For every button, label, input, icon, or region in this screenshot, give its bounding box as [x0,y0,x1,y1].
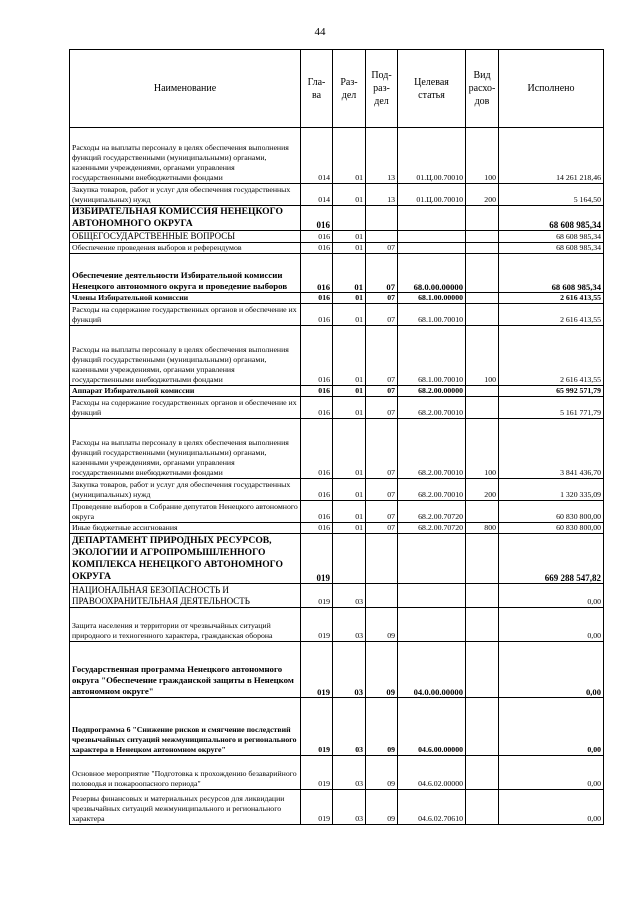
cell-chapter: 014 [301,128,333,184]
cell-name: Члены Избирательной комиссии [70,293,301,304]
cell-executed: 2 616 413,55 [499,326,604,386]
cell-target-article: 68.1.00.70010 [398,304,466,326]
cell-expense-type [466,698,499,756]
cell-target-article [398,534,466,584]
cell-section: 01 [333,128,366,184]
cell-executed: 1 320 335,09 [499,479,604,501]
cell-chapter: 019 [301,756,333,790]
cell-executed: 14 261 218,46 [499,128,604,184]
cell-target-article: 04.0.00.00000 [398,642,466,698]
cell-expense-type [466,243,499,254]
cell-name: Резервы финансовых и материальных ресурсов для ликвидации чрезвычайных ситуаций межмуниципального и регионального характера [70,790,301,825]
cell-section: 01 [333,397,366,419]
cell-expense-type [466,304,499,326]
cell-name: Закупка товаров, работ и услуг для обеспечения государственных (муниципальных) нужд [70,184,301,206]
cell-target-article: 04.6.02.70610 [398,790,466,825]
cell-chapter: 016 [301,206,333,231]
cell-executed: 0,00 [499,698,604,756]
cell-subsection: 07 [366,254,398,293]
cell-subsection: 07 [366,326,398,386]
cell-target-article: 68.0.00.00000 [398,254,466,293]
cell-chapter: 016 [301,231,333,243]
table-row [70,326,604,386]
cell-target-article [398,608,466,642]
cell-subsection: 07 [366,479,398,501]
cell-name: Расходы на выплаты персоналу в целях обеспечения выполнения функций государственными (муниципальными) органами, казенными учреждениями, органами управления государственными внебюджетными фондами [70,419,301,479]
cell-target-article [398,243,466,254]
budget-execution-table [69,49,604,825]
cell-section: 01 [333,304,366,326]
cell-target-article: 68.1.00.70010 [398,326,466,386]
cell-expense-type [466,231,499,243]
cell-chapter: 016 [301,386,333,397]
cell-chapter: 016 [301,397,333,419]
cell-name: Расходы на содержание государственных органов и обеспечение их функций [70,397,301,419]
cell-subsection: 09 [366,608,398,642]
cell-target-article [398,231,466,243]
cell-subsection: 09 [366,642,398,698]
header-chapter: Гла- ва [301,50,333,128]
cell-name: Расходы на содержание государственных органов и обеспечение их функций [70,304,301,326]
cell-target-article: 68.1.00.00000 [398,293,466,304]
table-row [70,608,604,642]
table-row [70,254,604,293]
table-row [70,523,604,534]
cell-executed: 68 608 985,34 [499,206,604,231]
cell-subsection: 07 [366,397,398,419]
cell-target-article [398,206,466,231]
cell-chapter: 016 [301,479,333,501]
cell-executed: 669 288 547,82 [499,534,604,584]
cell-target-article: 68.2.00.70720 [398,523,466,534]
table-row [70,231,604,243]
cell-section: 01 [333,479,366,501]
cell-chapter: 019 [301,642,333,698]
table-row [70,293,604,304]
cell-executed: 0,00 [499,584,604,608]
cell-subsection: 13 [366,128,398,184]
cell-chapter: 016 [301,523,333,534]
table-row [70,501,604,523]
cell-section: 01 [333,243,366,254]
cell-expense-type: 800 [466,523,499,534]
table-row [70,419,604,479]
cell-section [333,534,366,584]
header-subsection: Под- раз- дел [366,50,398,128]
cell-expense-type [466,756,499,790]
cell-chapter: 016 [301,293,333,304]
cell-name: Обеспечение проведения выборов и референдумов [70,243,301,254]
cell-chapter: 016 [301,419,333,479]
table-row [70,756,604,790]
cell-chapter: 019 [301,584,333,608]
cell-subsection: 07 [366,243,398,254]
cell-name: Защита населения и территории от чрезвычайных ситуаций природного и техногенного характера, гражданская оборона [70,608,301,642]
cell-expense-type [466,790,499,825]
cell-subsection: 07 [366,523,398,534]
cell-expense-type [466,293,499,304]
table-row [70,642,604,698]
table-row [70,584,604,608]
cell-expense-type [466,608,499,642]
table-row [70,243,604,254]
table-row [70,128,604,184]
cell-subsection [366,534,398,584]
cell-name: Государственная программа Ненецкого автономного округа "Обеспечение гражданской защиты в Ненецком автономном округе" [70,642,301,698]
cell-chapter: 016 [301,501,333,523]
cell-name: Проведение выборов в Собрание депутатов Ненецкого автономного округа [70,501,301,523]
cell-chapter: 019 [301,608,333,642]
cell-executed: 60 830 800,00 [499,523,604,534]
cell-section: 03 [333,756,366,790]
header-name: Наименование [70,50,301,128]
cell-section [333,206,366,231]
cell-subsection [366,584,398,608]
cell-name: НАЦИОНАЛЬНАЯ БЕЗОПАСНОСТЬ И ПРАВООХРАНИТЕЛЬНАЯ ДЕЯТЕЛЬНОСТЬ [70,584,301,608]
cell-name: Подпрограмма 6 "Снижение рисков и смягчение последствий чрезвычайных ситуаций межмуниципального и регионального характера в Ненецком автономном округе" [70,698,301,756]
cell-chapter: 014 [301,184,333,206]
table-row [70,206,604,231]
table-header-row [70,50,604,128]
cell-section: 01 [333,419,366,479]
cell-expense-type: 100 [466,326,499,386]
table-row [70,304,604,326]
cell-target-article: 68.2.00.70010 [398,479,466,501]
header-executed: Исполнено [499,50,604,128]
cell-subsection: 09 [366,790,398,825]
cell-executed: 0,00 [499,642,604,698]
table-body [70,128,604,825]
cell-target-article: 04.6.02.00000 [398,756,466,790]
cell-chapter: 019 [301,534,333,584]
cell-subsection: 07 [366,304,398,326]
cell-section: 01 [333,254,366,293]
cell-expense-type [466,397,499,419]
cell-chapter: 016 [301,254,333,293]
table-row [70,534,604,584]
cell-section: 03 [333,608,366,642]
cell-executed: 2 616 413,55 [499,293,604,304]
cell-target-article: 04.6.00.00000 [398,698,466,756]
cell-section: 01 [333,326,366,386]
cell-section: 03 [333,790,366,825]
cell-subsection: 09 [366,756,398,790]
cell-name: Основное мероприятие "Подготовка к прохождению безаварийного половодья и пожароопасного периода" [70,756,301,790]
cell-target-article: 68.2.00.70010 [398,419,466,479]
cell-name: ИЗБИРАТЕЛЬНАЯ КОМИССИЯ НЕНЕЦКОГО АВТОНОМНОГО ОКРУГА [70,206,301,231]
table-row [70,790,604,825]
cell-name: ОБЩЕГОСУДАРСТВЕННЫЕ ВОПРОСЫ [70,231,301,243]
cell-subsection: 09 [366,698,398,756]
header-target-article: Целевая статья [398,50,466,128]
cell-target-article: 01.Ц.00.70010 [398,184,466,206]
cell-target-article: 68.2.00.70010 [398,397,466,419]
cell-chapter: 016 [301,304,333,326]
cell-expense-type: 200 [466,479,499,501]
cell-expense-type [466,642,499,698]
cell-name: Расходы на выплаты персоналу в целях обеспечения выполнения функций государственными (муниципальными) органами, казенными учреждениями, органами управления государственными внебюджетными фондами [70,326,301,386]
cell-expense-type: 100 [466,128,499,184]
cell-target-article: 68.2.00.70720 [398,501,466,523]
cell-target-article: 68.2.00.00000 [398,386,466,397]
cell-expense-type [466,386,499,397]
table-row [70,397,604,419]
cell-executed: 65 992 571,79 [499,386,604,397]
cell-executed: 68 608 985,34 [499,243,604,254]
cell-subsection [366,231,398,243]
cell-name: Расходы на выплаты персоналу в целях обеспечения выполнения функций государственными (муниципальными) органами, казенными учреждениями, органами управления государственными внебюджетными фондами [70,128,301,184]
table-row [70,698,604,756]
cell-target-article [398,584,466,608]
cell-executed: 2 616 413,55 [499,304,604,326]
cell-chapter: 016 [301,243,333,254]
cell-name: Закупка товаров, работ и услуг для обеспечения государственных (муниципальных) нужд [70,479,301,501]
cell-executed: 3 841 436,70 [499,419,604,479]
cell-name: Обеспечение деятельности Избирательной комиссии Ненецкого автономного округа и проведение выборов [70,254,301,293]
table-row [70,184,604,206]
cell-section: 01 [333,293,366,304]
cell-subsection [366,206,398,231]
cell-name: ДЕПАРТАМЕНТ ПРИРОДНЫХ РЕСУРСОВ, ЭКОЛОГИИ И АГРОПРОМЫШЛЕННОГО КОМПЛЕКСА НЕНЕЦКОГО АВТОНОМНОГО ОКРУГА [70,534,301,584]
cell-executed: 68 608 985,34 [499,254,604,293]
cell-executed: 60 830 800,00 [499,501,604,523]
cell-chapter: 016 [301,326,333,386]
cell-section: 03 [333,698,366,756]
cell-subsection: 07 [366,419,398,479]
header-section: Раз- дел [333,50,366,128]
cell-executed: 5 161 771,79 [499,397,604,419]
cell-subsection: 07 [366,501,398,523]
cell-expense-type [466,534,499,584]
cell-expense-type [466,254,499,293]
cell-chapter: 019 [301,698,333,756]
cell-section: 01 [333,184,366,206]
cell-target-article: 01.Ц.00.70010 [398,128,466,184]
cell-section: 01 [333,231,366,243]
cell-expense-type [466,501,499,523]
cell-section: 03 [333,584,366,608]
cell-executed: 0,00 [499,608,604,642]
cell-subsection: 07 [366,386,398,397]
cell-expense-type: 100 [466,419,499,479]
page-number: 44 [314,26,326,38]
table-row [70,479,604,501]
cell-name: Аппарат Избирательной комиссии [70,386,301,397]
cell-section: 01 [333,386,366,397]
cell-expense-type [466,206,499,231]
header-expense-type: Вид расхо- дов [466,50,499,128]
cell-section: 03 [333,642,366,698]
cell-expense-type: 200 [466,184,499,206]
cell-expense-type [466,584,499,608]
cell-section: 01 [333,501,366,523]
cell-executed: 5 164,50 [499,184,604,206]
cell-executed: 0,00 [499,790,604,825]
cell-executed: 0,00 [499,756,604,790]
cell-section: 01 [333,523,366,534]
cell-name: Иные бюджетные ассигнования [70,523,301,534]
cell-chapter: 019 [301,790,333,825]
cell-subsection: 13 [366,184,398,206]
table-row [70,386,604,397]
cell-subsection: 07 [366,293,398,304]
cell-executed: 68 608 985,34 [499,231,604,243]
